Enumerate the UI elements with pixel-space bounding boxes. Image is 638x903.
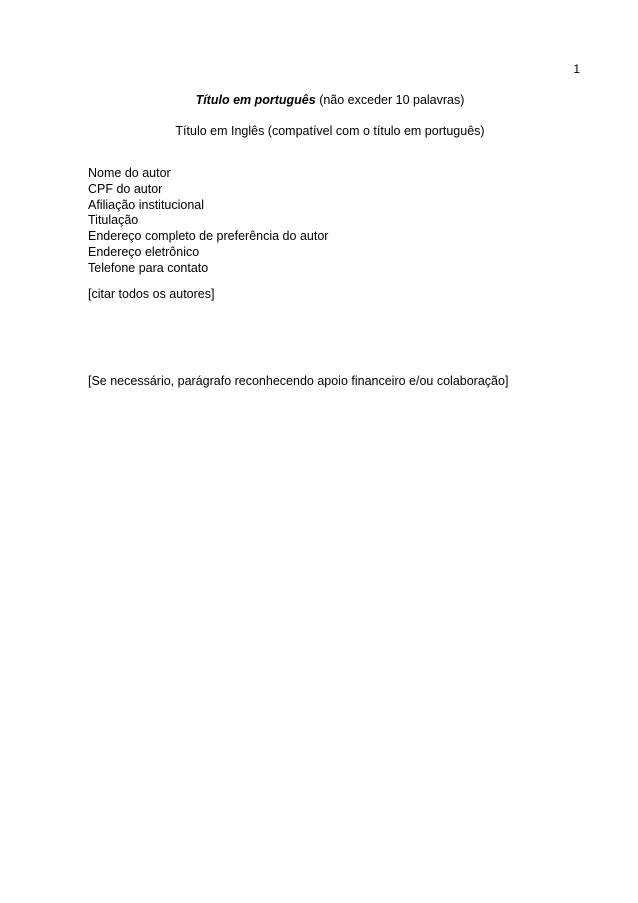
author-degree: Titulação: [88, 213, 139, 228]
author-phone: Telefone para contato: [88, 260, 209, 275]
author-address: Endereço completo de preferência do autor: [88, 229, 329, 244]
author-affiliation: Afiliação institucional: [88, 197, 205, 212]
cite-all-authors-note: [citar todos os autores]: [88, 287, 215, 301]
title-portuguese: [0, 93, 638, 107]
author-email: Endereço eletrônico: [88, 244, 200, 259]
author-name: Nome do autor: [88, 166, 171, 180]
author-cpf: CPF do autor: [88, 181, 163, 196]
funding-acknowledgment-note: [Se necessário, parágrafo reconhecendo apoio financeiro e/ou colaboração]: [88, 374, 509, 388]
author-info-block: [88, 166, 328, 277]
title-portuguese-main: Título em português: [195, 93, 316, 107]
title-portuguese-note: (não exceder 10 palavras): [315, 93, 465, 107]
page-number: 1: [573, 62, 580, 76]
title-english: Título em Inglês (compatível com o título em português): [175, 124, 485, 138]
